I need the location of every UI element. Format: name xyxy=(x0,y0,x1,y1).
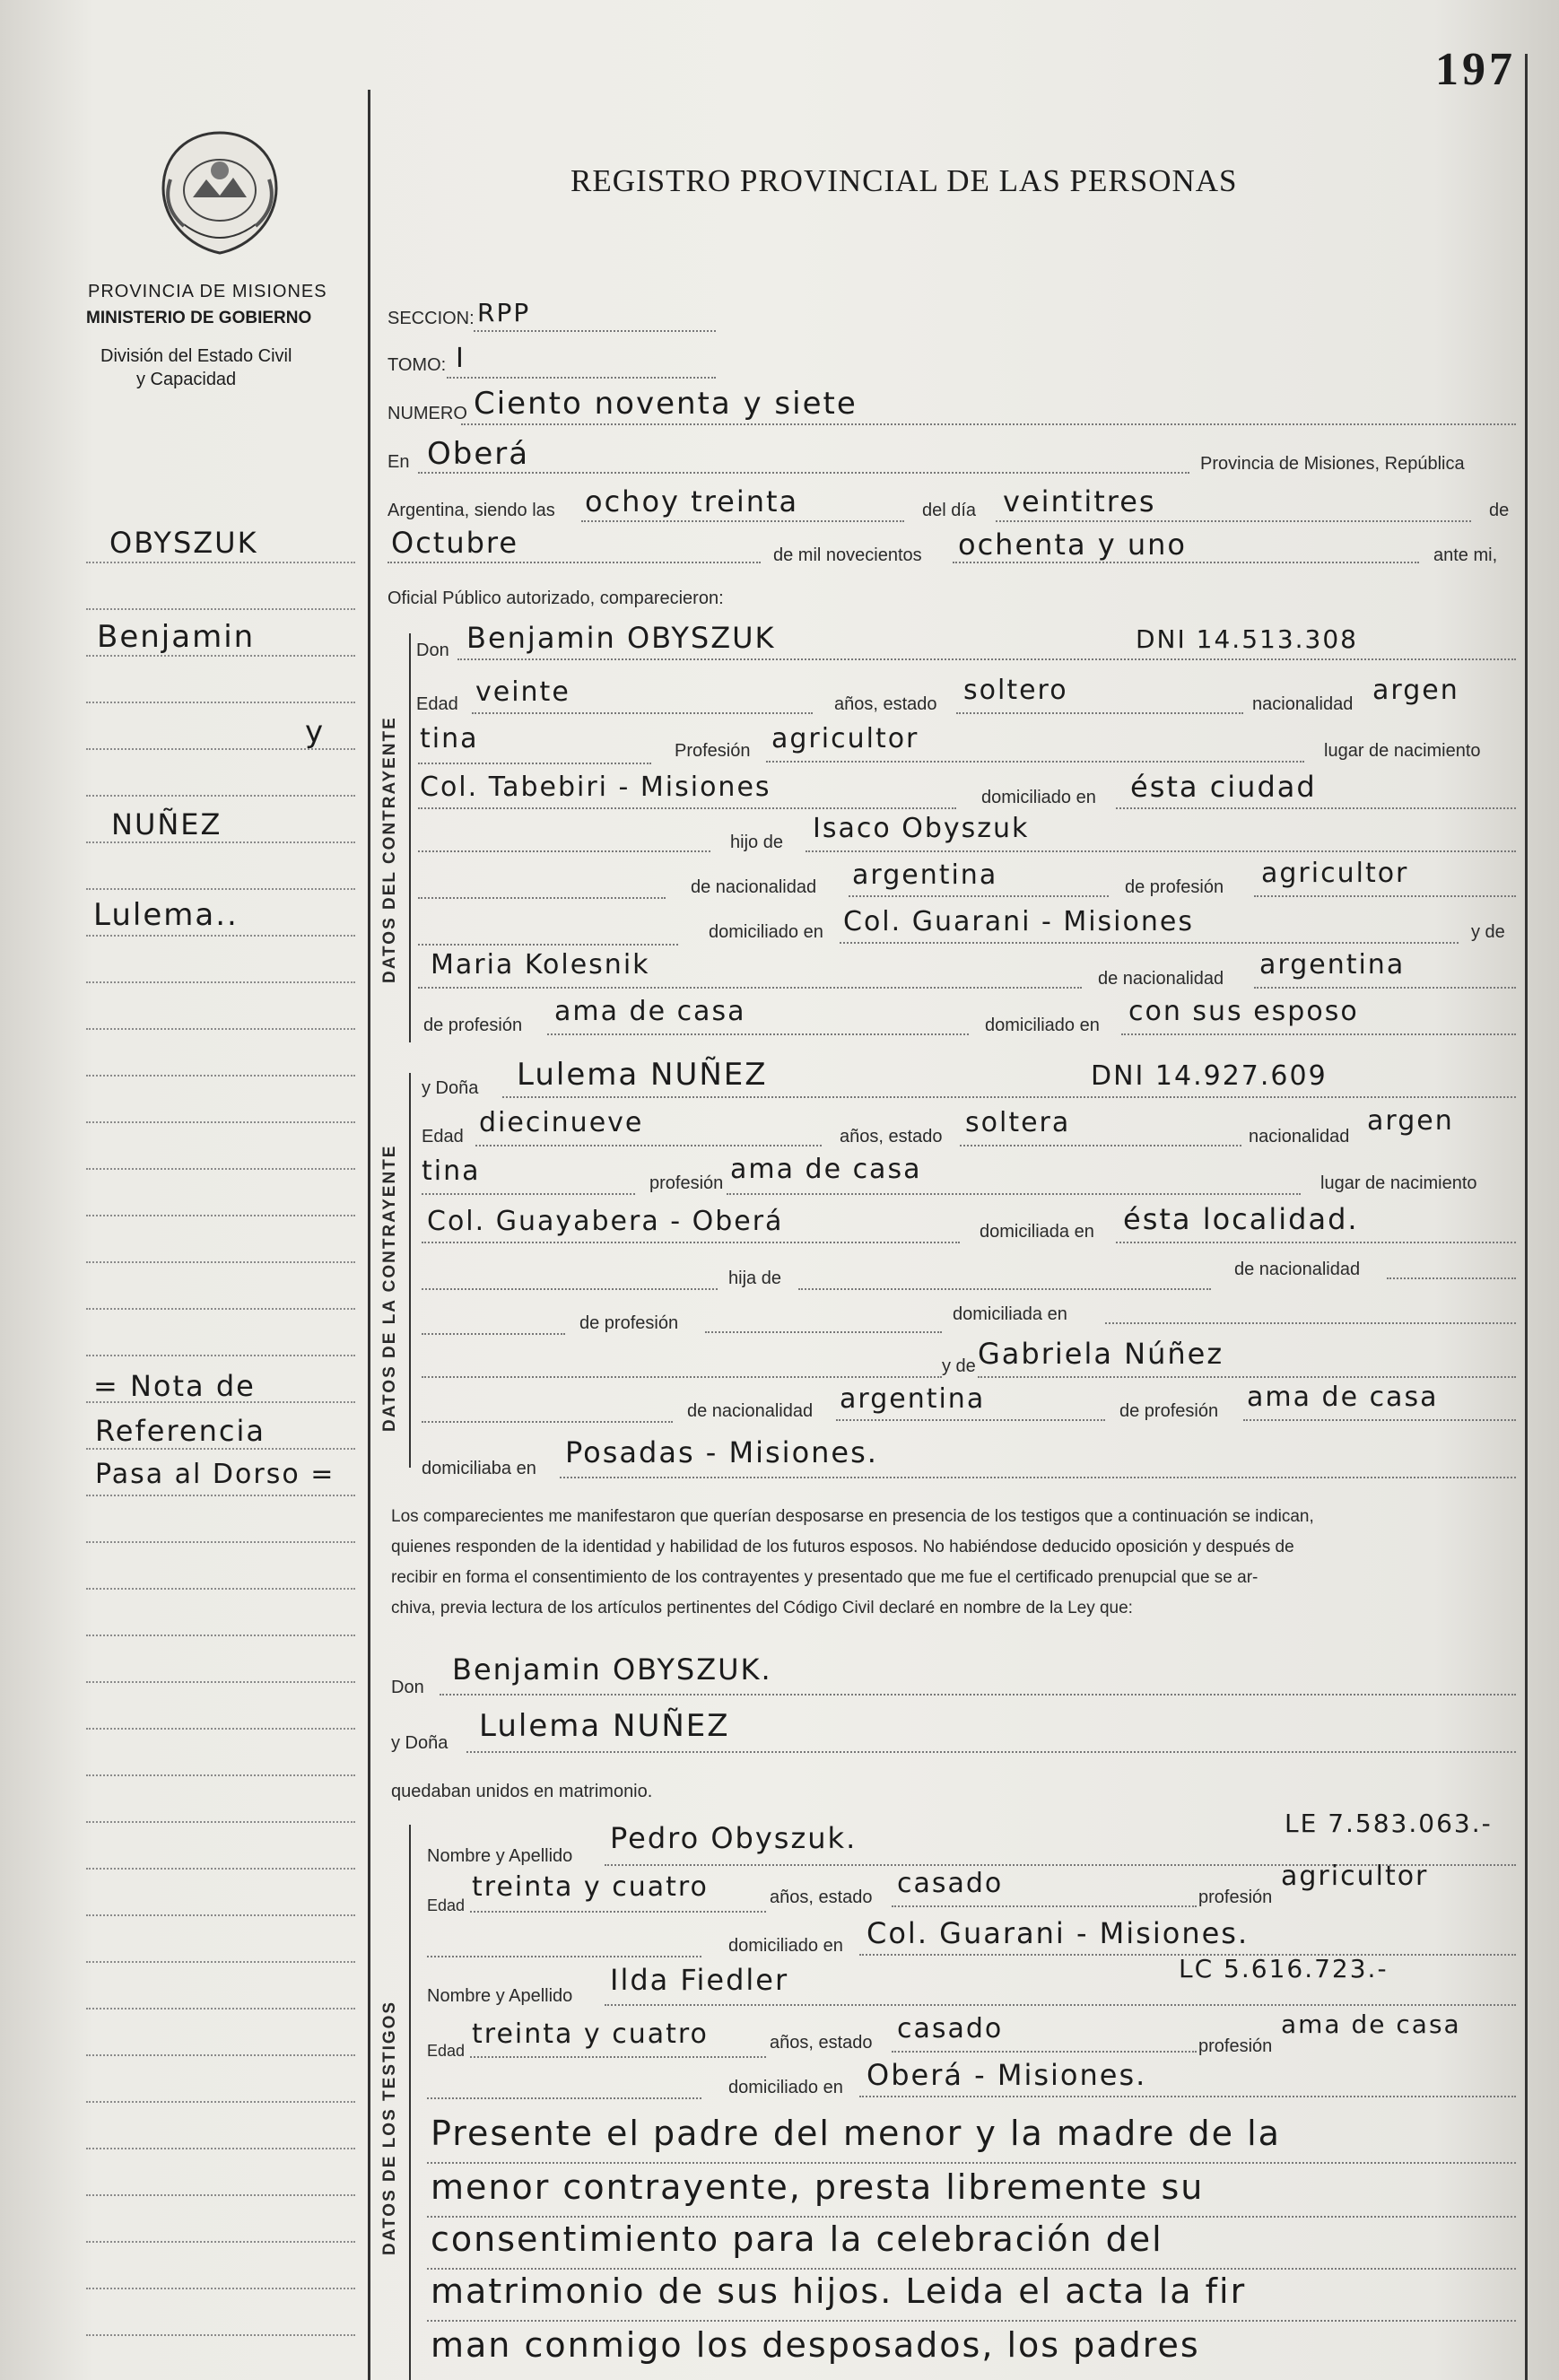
t2-dom: Oberá - Misiones. xyxy=(867,2058,1147,2092)
margin-rule xyxy=(86,1914,355,1916)
t1-estado-line xyxy=(892,1905,1197,1907)
bride-dom-label: domiciliada en xyxy=(980,1222,1094,1242)
groom-dom-label: domiciliado en xyxy=(981,788,1096,807)
t2-prof-label: profesión xyxy=(1198,2036,1273,2056)
province-seal xyxy=(152,126,287,260)
seccion-line xyxy=(474,330,716,332)
groom-madre-prof-line xyxy=(547,1033,969,1035)
de-text: de xyxy=(1489,501,1510,520)
groom-y-de: y de xyxy=(1471,922,1505,942)
groom-nac-label: nacionalidad xyxy=(1252,694,1354,714)
t2-estado-line xyxy=(892,2051,1197,2053)
bride-lugar: Col. Guayabera - Oberá xyxy=(427,1206,784,1237)
t1-dom-pre-line xyxy=(427,1956,701,1957)
note-line-1-rule xyxy=(427,2162,1516,2164)
decree-don-label: Don xyxy=(391,1678,424,1697)
margin-rule xyxy=(86,1774,355,1776)
bride-padre-prof-label: de profesión xyxy=(579,1313,679,1333)
bride-madre-prof-label: de profesión xyxy=(1119,1401,1219,1421)
body-line-3: recibir en forma el consentimiento de los contrayentes y presentado que me fue el certificado prenupcial que se ar- xyxy=(391,1568,1259,1587)
bride-estado: soltera xyxy=(965,1107,1071,1138)
groom-madre-prof: ama de casa xyxy=(554,996,746,1027)
unidos-text: quedaban unidos en matrimonio. xyxy=(391,1782,653,1801)
margin-given-groom: Benjamin xyxy=(97,619,256,655)
t2-estado: casado xyxy=(897,2013,1004,2044)
t1-dom: Col. Guarani - Misiones. xyxy=(867,1916,1250,1950)
margin-conj: y xyxy=(305,714,326,750)
groom-madre-dom: con sus esposo xyxy=(1128,996,1359,1027)
note-line-5: man conmigo los desposados, los padres xyxy=(431,2325,1200,2365)
en-label: En xyxy=(388,452,410,472)
margin-rule xyxy=(86,1261,355,1263)
bride-madre-prof: ama de casa xyxy=(1247,1382,1439,1413)
bride-madre: Gabriela Núñez xyxy=(978,1337,1224,1371)
bride-lugar-label: lugar de nacimiento xyxy=(1320,1173,1477,1193)
groom-edad-label: Edad xyxy=(416,694,458,714)
margin-rule xyxy=(86,1961,355,1963)
groom-hijo-pre-line xyxy=(418,850,710,852)
groom-padre-nac: argentina xyxy=(852,859,998,891)
margin-rule xyxy=(86,1448,355,1450)
t2-doc: LC 5.616.723.- xyxy=(1179,1954,1389,1983)
bride-padre-dom-line xyxy=(1105,1322,1516,1324)
bride-nac-a: argen xyxy=(1367,1105,1454,1137)
bride-nac-label: nacionalidad xyxy=(1249,1127,1350,1146)
seal-emblem-icon xyxy=(152,126,287,260)
body-line-4: chiva, previa lectura de los artículos pertinentes del Código Civil declaré en nombre de la Ley que: xyxy=(391,1599,1133,1617)
t1-edad-label: Edad xyxy=(427,1896,466,1914)
groom-madre-nac-line xyxy=(1254,987,1516,989)
org-line-1: PROVINCIA DE MISIONES xyxy=(88,282,327,301)
bride-prof-line xyxy=(727,1193,1301,1195)
margin-note-1: = Nota de xyxy=(93,1369,256,1403)
groom-edad: veinte xyxy=(475,676,570,708)
bride-padre-line xyxy=(798,1288,1211,1290)
bride-name: Lulema NUÑEZ xyxy=(517,1057,768,1093)
margin-rule xyxy=(86,1728,355,1730)
margin-note-2: Referencia xyxy=(95,1414,266,1448)
margin-note-3: Pasa al Dorso = xyxy=(95,1459,335,1490)
bride-nac-b: tina xyxy=(422,1155,481,1187)
margin-rule xyxy=(86,655,355,657)
margin-rule xyxy=(86,1168,355,1170)
groom-madre-nac: argentina xyxy=(1259,949,1406,981)
margin-rule xyxy=(86,2148,355,2149)
groom-padre-dom-pre-line xyxy=(418,944,678,946)
t2-label: Nombre y Apellido xyxy=(427,1986,573,2006)
bride-madre-dom: Posadas - Misiones. xyxy=(565,1435,878,1469)
groom-nac-b-line xyxy=(418,763,651,764)
bride-madre-nac-pre-line xyxy=(422,1421,673,1423)
t1-label: Nombre y Apellido xyxy=(427,1846,573,1866)
groom-don-label: Don xyxy=(416,641,449,660)
note-line-3-rule xyxy=(427,2268,1516,2270)
t2-prof: ama de casa xyxy=(1281,2009,1461,2039)
org-line-3: División del Estado Civil xyxy=(100,346,292,366)
groom-lugar: Col. Tabebiri - Misiones xyxy=(420,772,771,803)
anio-value: ochenta y uno xyxy=(958,527,1187,562)
t1-edad: treinta y cuatro xyxy=(472,1871,709,1903)
groom-madre: Maria Kolesnik xyxy=(431,949,650,981)
t1-prof: agricultor xyxy=(1281,1861,1429,1892)
dia-value: veintitres xyxy=(1003,484,1156,519)
bride-dona-label: y Doña xyxy=(422,1078,479,1098)
groom-padre-dom-label: domiciliado en xyxy=(709,922,823,942)
groom-prof-line xyxy=(766,761,1304,763)
margin-rule xyxy=(86,935,355,937)
margin-rule xyxy=(86,702,355,703)
groom-madre-prof-label: de profesión xyxy=(423,1016,523,1035)
groom-nac-a: argen xyxy=(1372,675,1459,706)
bride-name-line xyxy=(502,1096,1516,1098)
numero-value: Ciento noventa y siete xyxy=(474,386,858,422)
groom-padre-nac-label: de nacionalidad xyxy=(691,877,817,897)
decree-dona-label: y Doña xyxy=(391,1733,449,1753)
margin-rule xyxy=(86,1215,355,1216)
right-edge-ruling xyxy=(1525,54,1528,2380)
groom-estado-line xyxy=(956,712,1243,714)
bride-hija-label: hija de xyxy=(728,1268,781,1288)
groom-padre-dom-line xyxy=(840,942,1459,944)
decree-don-line xyxy=(440,1694,1516,1696)
t2-dom-line xyxy=(859,2096,1516,2097)
ante-mi-text: ante mi, xyxy=(1433,545,1498,565)
bride-madre-line xyxy=(978,1376,1516,1378)
margin-rule xyxy=(86,2101,355,2103)
margin-rule xyxy=(86,2008,355,2009)
t2-edad: treinta y cuatro xyxy=(472,2018,709,2050)
bride-madre-dom-line xyxy=(560,1477,1516,1478)
margin-rule xyxy=(86,1868,355,1870)
margin-rule xyxy=(86,2288,355,2289)
bride-padre-nac-label: de nacionalidad xyxy=(1234,1260,1361,1279)
margin-rule xyxy=(86,1681,355,1683)
registry-title: REGISTRO PROVINCIAL DE LAS PERSONAS xyxy=(570,163,1238,198)
bride-hija-pre-line xyxy=(422,1288,718,1290)
bride-prof: ama de casa xyxy=(730,1154,922,1185)
groom-madre-line xyxy=(418,987,1082,989)
bride-doc: DNI 14.927.609 xyxy=(1091,1060,1328,1092)
note-line-4: matrimonio de sus hijos. Leida el acta la fir xyxy=(431,2271,1247,2311)
bride-lugar-line xyxy=(422,1242,960,1243)
groom-lugar-line xyxy=(418,807,956,809)
margin-rule xyxy=(86,608,355,610)
bride-madre-nac: argentina xyxy=(840,1383,986,1415)
body-line-2: quienes responden de la identidad y habilidad de los futuros esposos. No habiéndose deducido oposición y después de xyxy=(391,1538,1294,1556)
bride-madre-nac-line xyxy=(836,1419,1105,1421)
margin-rule xyxy=(86,1075,355,1077)
numero-label: NUMERO xyxy=(388,404,467,423)
tomo-value: I xyxy=(456,343,466,374)
margin-rule xyxy=(86,2194,355,2196)
oficial-text: Oficial Público autorizado, comparecieron: xyxy=(388,588,724,608)
groom-lugar-label: lugar de nacimiento xyxy=(1324,741,1481,761)
t1-edad-line xyxy=(470,1911,766,1913)
tomo-label: TOMO: xyxy=(388,355,447,375)
bride-anios-estado: años, estado xyxy=(840,1127,943,1146)
groom-madre-dom-line xyxy=(1121,1033,1516,1035)
groom-madre-nac-label: de nacionalidad xyxy=(1098,969,1224,989)
margin-rule xyxy=(86,1588,355,1590)
t1-name: Pedro Obyszuk. xyxy=(610,1821,858,1855)
decree-don-value: Benjamin OBYSZUK. xyxy=(452,1652,772,1687)
bride-padre-prof-pre-line xyxy=(422,1333,565,1335)
groom-prof-label: Profesión xyxy=(675,741,751,761)
org-line-4: y Capacidad xyxy=(136,370,237,389)
body-line-1: Los comparecientes me manifestaron que querían desposarse en presencia de los testigos que a continuación se indican, xyxy=(391,1507,1314,1526)
groom-dom: ésta ciudad xyxy=(1130,770,1317,804)
bride-madre-prof-line xyxy=(1243,1419,1516,1421)
groom-section-bar xyxy=(409,633,411,1042)
groom-dom-line xyxy=(1116,807,1516,809)
t1-prof-label: profesión xyxy=(1198,1887,1273,1907)
margin-rule xyxy=(86,1541,355,1543)
t2-anios: años, estado xyxy=(770,2033,873,2053)
del-dia-text: del día xyxy=(922,501,977,520)
groom-padre-dom: Col. Guarani - Misiones xyxy=(843,906,1194,937)
seccion-value: RPP xyxy=(477,298,531,327)
margin-rule xyxy=(86,1121,355,1123)
groom-hijo-label: hijo de xyxy=(730,833,783,852)
bride-y-de: y de xyxy=(942,1356,976,1376)
t1-anios: años, estado xyxy=(770,1887,873,1907)
numero-line xyxy=(461,423,1516,425)
groom-section-label: DATOS DEL CONTRAYENTE xyxy=(380,716,399,983)
groom-padre-line xyxy=(806,850,1516,852)
hora-line xyxy=(581,520,904,522)
note-line-1: Presente el padre del menor y la madre de la xyxy=(431,2114,1281,2153)
t1-doc: LE 7.583.063.- xyxy=(1285,1809,1493,1838)
en-line xyxy=(418,472,1189,474)
note-line-2-rule xyxy=(427,2216,1516,2218)
margin-surname-bride: NUÑEZ xyxy=(111,807,222,841)
margin-rule xyxy=(86,1821,355,1823)
bride-padre-nac-line xyxy=(1387,1277,1516,1279)
margin-ruling xyxy=(368,90,370,2380)
t2-edad-line xyxy=(470,2056,766,2058)
margin-rule xyxy=(86,1495,355,1496)
margin-rule xyxy=(86,1308,355,1310)
margin-given-bride: Lulema.. xyxy=(93,897,239,933)
bride-edad: diecinueve xyxy=(479,1107,644,1138)
bride-madre-dom-label: domiciliaba en xyxy=(422,1459,536,1478)
margin-rule xyxy=(86,1028,355,1030)
groom-doc: DNI 14.513.308 xyxy=(1136,624,1358,654)
tomo-line xyxy=(447,377,716,379)
seccion-label: SECCION: xyxy=(388,309,475,328)
hora-value: ochoy treinta xyxy=(585,484,799,519)
groom-padre: Isaco Obyszuk xyxy=(813,813,1030,844)
margin-rule xyxy=(86,981,355,983)
t1-estado: casado xyxy=(897,1868,1004,1899)
de-mil-text: de mil novecientos xyxy=(773,545,922,565)
groom-padre-prof: agricultor xyxy=(1261,858,1409,889)
groom-name: Benjamin OBYSZUK xyxy=(466,621,776,655)
bride-section-bar xyxy=(409,1073,411,1468)
t2-name: Ilda Fiedler xyxy=(610,1963,789,1997)
groom-madre-dom-label: domiciliado en xyxy=(985,1016,1100,1035)
note-line-4-rule xyxy=(427,2320,1516,2322)
note-line-3: consentimiento para la celebración del xyxy=(431,2219,1163,2259)
groom-padre-nac-pre-line xyxy=(418,897,666,899)
groom-padre-prof-label: de profesión xyxy=(1125,877,1224,897)
t1-dom-label: domiciliado en xyxy=(728,1936,843,1956)
bride-nac-b-line xyxy=(422,1193,635,1195)
argentina-text: Argentina, siendo las xyxy=(388,501,555,520)
margin-rule xyxy=(86,1355,355,1356)
provincia-text: Provincia de Misiones, República xyxy=(1200,454,1465,474)
margin-rule xyxy=(86,841,355,843)
margin-rule xyxy=(86,2334,355,2336)
dia-line xyxy=(996,520,1471,522)
groom-edad-line xyxy=(472,712,813,714)
bride-y-de-pre-line xyxy=(422,1376,942,1378)
org-line-2: MINISTERIO DE GOBIERNO xyxy=(86,309,312,327)
page-number: 197 xyxy=(1435,44,1516,95)
en-value: Oberá xyxy=(427,436,530,472)
bride-dom-line xyxy=(1116,1242,1516,1243)
margin-rule xyxy=(86,1635,355,1636)
groom-nac-b: tina xyxy=(420,723,479,754)
mes-line xyxy=(388,562,761,563)
bride-madre-nac-label: de nacionalidad xyxy=(687,1401,814,1421)
groom-padre-prof-line xyxy=(1254,895,1516,897)
groom-estado: soltero xyxy=(963,675,1068,706)
decree-dona-line xyxy=(466,1751,1516,1753)
groom-padre-nac-line xyxy=(849,895,1109,897)
margin-surname-groom: OBYSZUK xyxy=(109,526,258,560)
groom-name-line xyxy=(457,658,1516,660)
t2-dom-label: domiciliado en xyxy=(728,2078,843,2097)
witness-section-label: DATOS DE LOS TESTIGOS xyxy=(380,2000,399,2255)
bride-edad-label: Edad xyxy=(422,1127,464,1146)
bride-edad-line xyxy=(475,1145,822,1146)
note-line-2: menor contrayente, presta libremente su xyxy=(431,2167,1205,2207)
margin-rule xyxy=(86,2241,355,2243)
bride-prof-label: profesión xyxy=(649,1173,724,1193)
bride-padre-prof-line xyxy=(705,1331,942,1333)
groom-prof: agricultor xyxy=(771,723,919,754)
margin-rule xyxy=(86,562,355,563)
bride-padre-dom-label: domiciliada en xyxy=(953,1304,1067,1324)
mes-value: Octubre xyxy=(391,526,519,560)
t2-name-line xyxy=(605,2004,1516,2006)
margin-rule xyxy=(86,795,355,797)
t2-edad-label: Edad xyxy=(427,2042,466,2060)
anio-line xyxy=(953,562,1419,563)
bride-section-label: DATOS DE LA CONTRAYENTE xyxy=(380,1144,399,1432)
groom-anios-estado: años, estado xyxy=(834,694,937,714)
bride-dom: ésta localidad. xyxy=(1123,1202,1359,1236)
margin-rule xyxy=(86,888,355,890)
t2-dom-pre-line xyxy=(427,2097,701,2099)
witness-section-bar xyxy=(409,1825,411,2380)
margin-rule xyxy=(86,2054,355,2056)
decree-dona-value: Lulema NUÑEZ xyxy=(479,1708,730,1744)
bride-estado-line xyxy=(960,1145,1241,1146)
